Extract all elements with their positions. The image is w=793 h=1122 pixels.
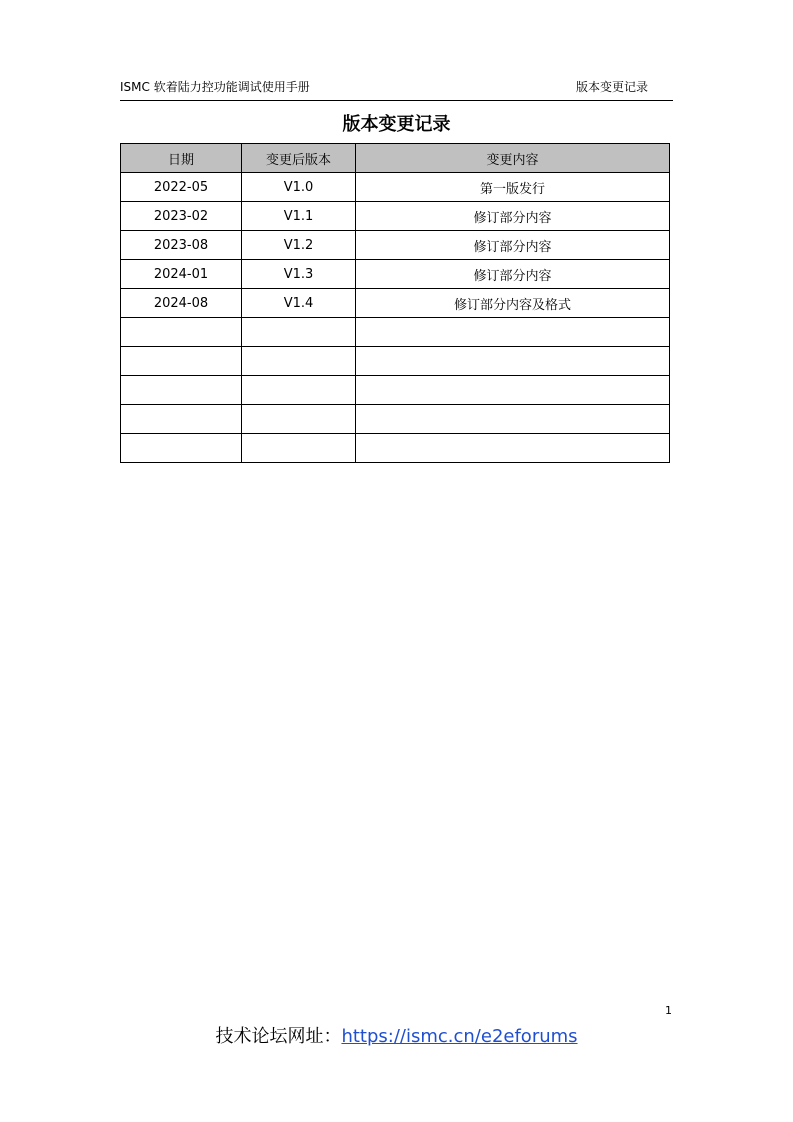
cell-changes [356,376,670,405]
table-row [121,434,670,463]
cell-date: 2023-02 [121,202,242,231]
column-header-date: 日期 [121,144,242,173]
column-header-changes: 变更内容 [356,144,670,173]
cell-date [121,434,242,463]
cell-changes: 修订部分内容 [356,260,670,289]
cell-version [242,376,356,405]
cell-version: V1.0 [242,173,356,202]
cell-version: V1.3 [242,260,356,289]
table-row [121,289,670,318]
page-title: 版本变更记录 [342,114,451,135]
section-title: 版本变更记录 [575,80,648,94]
cell-changes [356,405,670,434]
page-header [120,78,673,101]
cell-date [121,376,242,405]
table-header-row [121,144,670,173]
cell-changes: 修订部分内容及格式 [356,289,670,318]
table-row [121,231,670,260]
table-row [121,202,670,231]
cell-date: 2024-01 [121,260,242,289]
cell-changes [356,318,670,347]
cell-version: V1.1 [242,202,356,231]
forum-link[interactable]: https://ismc.cn/e2eforums [341,1026,578,1047]
cell-version [242,347,356,376]
revision-table [120,143,670,463]
cell-changes: 第一版发行 [356,173,670,202]
cell-changes [356,434,670,463]
cell-changes: 修订部分内容 [356,231,670,260]
page-footer [0,1022,793,1048]
table-row [121,405,670,434]
cell-date [121,318,242,347]
column-header-version: 变更后版本 [242,144,356,173]
cell-version: V1.2 [242,231,356,260]
cell-changes [356,347,670,376]
table-row [121,376,670,405]
table-row [121,173,670,202]
table-row [121,347,670,376]
table-row [121,318,670,347]
cell-version [242,434,356,463]
cell-version: V1.4 [242,289,356,318]
page-number: 1 [665,1004,672,1017]
table-row [121,260,670,289]
cell-date: 2023-08 [121,231,242,260]
document-title: ISMC 软着陆力控功能调试使用手册 [120,80,310,94]
cell-changes: 修订部分内容 [356,202,670,231]
cell-date [121,405,242,434]
cell-date: 2022-05 [121,173,242,202]
forum-label: 技术论坛网址： [215,1026,342,1047]
cell-version [242,405,356,434]
cell-version [242,318,356,347]
cell-date [121,347,242,376]
cell-date: 2024-08 [121,289,242,318]
